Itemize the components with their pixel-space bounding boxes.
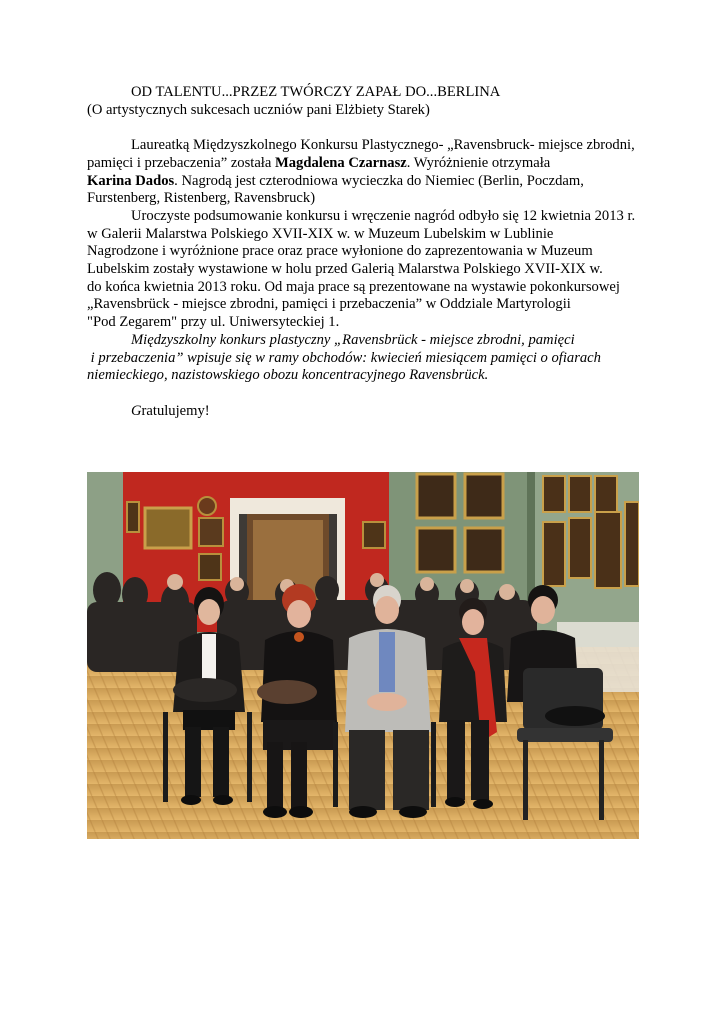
text-run: . Nagrodą jest czterodniowa wycieczka do Niemiec (Berlin, Poczdam,: [174, 172, 584, 189]
paragraph-1-line-3: [87, 173, 647, 191]
text-run: pamięci i przebaczenia” została: [87, 154, 275, 171]
article-title: OD TALENTU...PRZEZ TWÓRCZY ZAPAŁ DO...BERLINA: [131, 84, 501, 100]
winner-name: Magdalena Czarnasz: [274, 154, 407, 171]
painting: [145, 508, 191, 548]
closing-text: ratulujemy!: [141, 402, 210, 419]
audience-photo-illustration: [87, 472, 639, 839]
painting: [363, 522, 385, 548]
event-photo: [87, 472, 639, 839]
paragraph-2-line-6: „Ravensbrück - miejsce zbrodni, pamięci i przebaczenia” w Oddziale Martyrologii: [87, 296, 571, 313]
text-run: . Wyróżnienie otrzymała: [406, 154, 551, 171]
distinction-name: Karina Dados: [87, 172, 175, 189]
article-text: [87, 84, 647, 420]
paragraph-2-line-1: Uroczyste podsumowanie konkursu i wręczenie nagród odbyło się 12 kwietnia 2013 r.: [131, 207, 636, 224]
paragraph-2-line-3: Nagrodzone i wyróżnione prace oraz prace wyłonione do zaprezentowania w Muzeum: [87, 243, 593, 260]
portrait: [465, 474, 503, 518]
paragraph-3-line-3: niemieckiego, nazistowskiego obozu koncentracyjnego Ravensbrück.: [87, 367, 489, 384]
portrait: [465, 528, 503, 572]
paragraph-3-line-2: i przebaczenia” wpisuje się w ramy obchodów: kwiecień miesiącem pamięci o ofiarach: [87, 349, 601, 366]
paragraph-2-line-2: w Galerii Malarstwa Polskiego XVII-XIX w. w Muzeum Lubelskim w Lublinie: [87, 225, 554, 242]
painting: [199, 518, 223, 546]
blank-line: [87, 119, 647, 137]
portrait: [417, 528, 455, 572]
paragraph-2-line-4: Lubelskim zostały wystawione w holu przed Galerią Malarstwa Polskiego XVII-XIX w.: [87, 261, 603, 278]
portrait: [417, 474, 455, 518]
paragraph-3-line-1: Międzyszkolny konkurs plastyczny „Ravensbrück - miejsce zbrodni, pamięci: [131, 331, 575, 348]
paragraph-1-line-4: Furstenberg, Ristenberg, Ravensbruck): [87, 190, 316, 207]
paragraph-1-line-1: Laureatką Międzyszkolnego Konkursu Plastycznego- „Ravensbruck- miejsce zbrodni,: [131, 137, 635, 154]
article-subtitle: (O artystycznych sukcesach uczniów pani Elżbiety Starek): [87, 101, 430, 118]
closing-line: Gratulujemy!: [131, 402, 210, 419]
paragraph-2-line-7: "Pod Zegarem" przy ul. Uniwersyteckiej 1.: [87, 314, 340, 331]
paragraph-2-line-5: do końca kwietnia 2013 roku. Od maja prace są prezentowane na wystawie pokonkursowej: [87, 278, 620, 295]
blank-line: [87, 385, 647, 403]
paragraph-1-line-2: [87, 155, 647, 173]
